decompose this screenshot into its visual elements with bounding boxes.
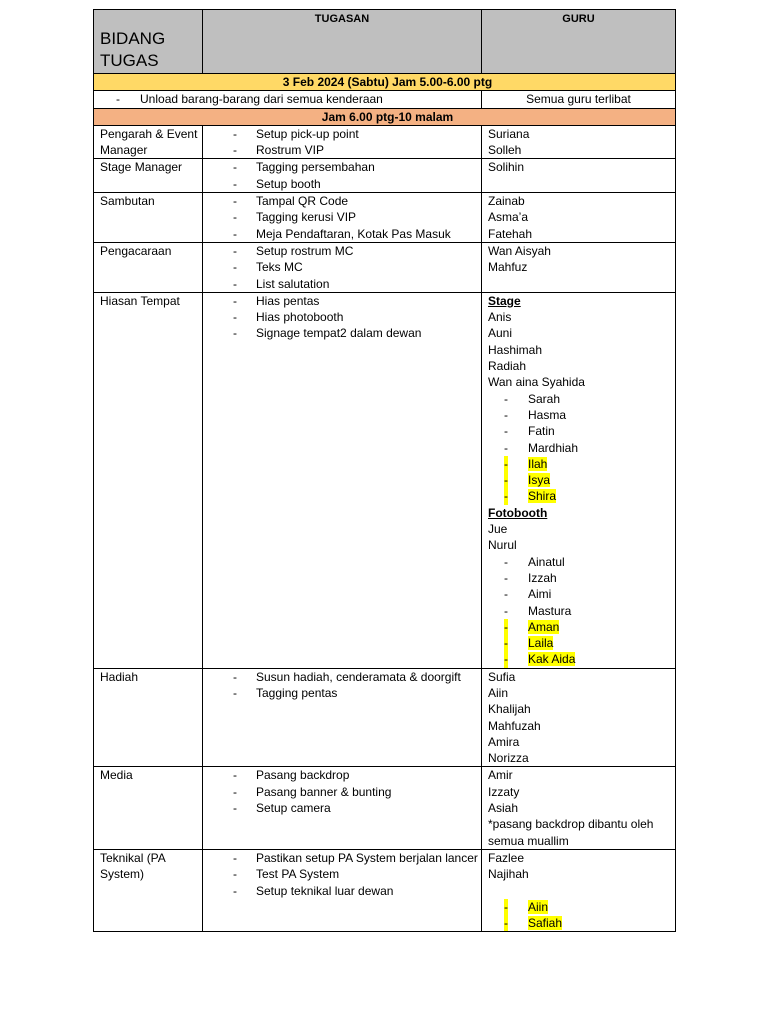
bidang-cell: Stage Manager (94, 159, 203, 193)
task-item (209, 209, 481, 225)
helper-item (488, 554, 675, 570)
bidang-cell: Pengarah & Event Manager (94, 125, 203, 159)
guru-name: Amir (488, 768, 513, 783)
duty-rows (94, 125, 676, 932)
helper-name: Aimi (528, 587, 552, 602)
task-item (209, 276, 481, 292)
dash-mark: - (504, 489, 508, 504)
task-text: Pasang backdrop (256, 768, 350, 783)
helper-item (488, 440, 675, 456)
guru-name: Solleh (488, 143, 522, 158)
guru-name: Wan aina Syahida (488, 375, 585, 390)
session1-row (94, 91, 676, 108)
session1-guru: Semua guru terlibat (482, 91, 676, 108)
helper-name: Fatin (528, 424, 555, 439)
helper-name: Safiah (528, 916, 563, 931)
task-text: Pasang banner & bunting (256, 784, 392, 799)
helper-item (488, 423, 675, 439)
dash-mark: - (504, 587, 508, 602)
session2-title: Jam 6.00 ptg-10 malam (94, 108, 676, 125)
header-bidang: BIDANG TUGAS (94, 10, 203, 74)
helper-item (488, 391, 675, 407)
helper-list-highlighted (488, 619, 675, 668)
duty-row (94, 668, 676, 767)
helper-item (488, 570, 675, 586)
dash-mark: - (233, 143, 237, 158)
dash-mark: - (504, 603, 508, 618)
bidang-cell: Hadiah (94, 668, 203, 767)
task-text: Pastikan setup PA System berjalan lancer (256, 850, 478, 865)
helper-list-highlighted (488, 456, 675, 505)
session2-band (94, 108, 676, 125)
session1-band (94, 74, 676, 91)
task-item (209, 243, 481, 259)
task-text: Setup booth (256, 176, 321, 191)
dash-mark: - (233, 176, 237, 191)
dash-mark: - (233, 293, 237, 308)
dash-mark: - (233, 669, 237, 684)
task-text: List salutation (256, 276, 330, 291)
tugasan-cell (203, 668, 482, 767)
task-text: Meja Pendaftaran, Kotak Pas Masuk (256, 226, 451, 241)
helper-name: Kak Aida (528, 652, 576, 667)
task-text: Signage tempat2 dalam dewan (256, 326, 422, 341)
task-item (209, 800, 481, 816)
dash-mark: - (233, 160, 237, 175)
helper-item (488, 456, 675, 472)
guru-cell (482, 849, 676, 931)
guru-name: Nurul (488, 538, 517, 553)
helper-item (488, 619, 675, 635)
dash-mark: - (233, 326, 237, 341)
document-page (93, 9, 676, 932)
bidang-cell: Hiasan Tempat (94, 292, 203, 668)
duty-row (94, 125, 676, 159)
task-text: Setup teknikal luar dewan (256, 883, 394, 898)
task-text: Rostrum VIP (256, 143, 325, 158)
task-item (209, 142, 481, 158)
task-item (209, 309, 481, 325)
dash-mark: - (504, 424, 508, 439)
task-text: Susun hadiah, cenderamata & doorgift (256, 669, 461, 684)
duty-row (94, 767, 676, 849)
dash-mark: - (233, 243, 237, 258)
guru-name: Mahfuzah (488, 718, 541, 733)
helper-item (488, 651, 675, 667)
dash-mark: - (504, 473, 508, 488)
task-text: Hias pentas (256, 293, 320, 308)
helper-name: Shira (528, 489, 557, 504)
group-heading-fotobooth: Fotobooth (488, 505, 548, 520)
task-text: Tagging persembahan (256, 160, 375, 175)
task-item (209, 669, 481, 685)
task-text: Tagging pentas (256, 685, 338, 700)
task-text: Setup pick-up point (256, 126, 359, 141)
guru-name: Suriana (488, 126, 530, 141)
dash-mark: - (233, 310, 237, 325)
dash-mark: - (504, 554, 508, 569)
dash-mark: - (233, 276, 237, 291)
dash-mark: - (233, 850, 237, 865)
task-item (209, 293, 481, 309)
helper-item (488, 899, 675, 915)
task-text: Setup rostrum MC (256, 243, 354, 258)
session1-task: Unload barang-barang dari semua kenderaan (140, 92, 383, 107)
helper-item (488, 407, 675, 423)
helper-item (488, 635, 675, 651)
bidang-cell: Sambutan (94, 193, 203, 243)
tugasan-cell (203, 242, 482, 292)
dash-mark: - (504, 456, 508, 471)
dash-mark: - (233, 226, 237, 241)
dash-mark: - (233, 210, 237, 225)
dash-mark: - (233, 867, 237, 882)
dash-mark: - (504, 570, 508, 585)
tugasan-cell (203, 849, 482, 931)
guru-cell (482, 242, 676, 292)
duty-row (94, 193, 676, 243)
helper-list-highlighted (488, 899, 675, 932)
task-text: Test PA System (256, 867, 340, 882)
dash-mark: - (504, 652, 508, 667)
helper-name: Isya (528, 473, 551, 488)
group-heading-stage: Stage (488, 293, 521, 308)
bidang-cell: Teknikal (PA System) (94, 849, 203, 931)
task-item (209, 226, 481, 242)
guru-name: Zainab (488, 194, 525, 209)
task-list (209, 126, 481, 159)
guru-name: Fatehah (488, 226, 533, 241)
guru-name: Amira (488, 734, 520, 749)
task-list (209, 767, 481, 816)
helper-name: Aiin (528, 899, 549, 914)
helper-name: Ilah (528, 456, 548, 471)
helper-name: Mardhiah (528, 440, 579, 455)
helper-name: Hasma (528, 407, 567, 422)
header-guru: GURU (482, 10, 676, 74)
helper-name: Sarah (528, 391, 561, 406)
helper-item (488, 603, 675, 619)
helper-name: Mastura (528, 603, 572, 618)
helper-item (488, 472, 675, 488)
dash-mark: - (233, 260, 237, 275)
guru-name: Hashimah (488, 342, 543, 357)
guru-cell (482, 292, 676, 668)
dash-mark: - (504, 636, 508, 651)
task-list (209, 159, 481, 192)
header-row (94, 10, 676, 74)
duty-row (94, 159, 676, 193)
task-text: Hias photobooth (256, 310, 344, 325)
helper-item (488, 915, 675, 931)
dash-mark: - (233, 883, 237, 898)
task-item (209, 193, 481, 209)
guru-name: Wan Aisyah (488, 243, 551, 258)
dash-mark: - (233, 126, 237, 141)
helper-name: Aman (528, 619, 560, 634)
helper-name: Izzah (528, 570, 557, 585)
task-text: Tampal QR Code (256, 194, 349, 209)
guru-name: Najihah (488, 867, 529, 882)
session1-title: 3 Feb 2024 (Sabtu) Jam 5.00-6.00 ptg (94, 74, 676, 91)
guru-name: Anis (488, 310, 512, 325)
dash-mark: - (116, 92, 120, 107)
dash-mark: - (504, 899, 508, 914)
guru-name: Asiah (488, 801, 519, 816)
guru-name: Khalijah (488, 702, 531, 717)
dash-mark: - (233, 801, 237, 816)
dash-mark: - (504, 407, 508, 422)
bidang-cell: Pengacaraan (94, 242, 203, 292)
task-item (209, 767, 481, 783)
duty-row (94, 242, 676, 292)
task-item (209, 159, 481, 175)
task-item (209, 883, 481, 899)
task-item (209, 850, 481, 866)
task-list (209, 669, 481, 702)
guru-cell (482, 767, 676, 849)
duty-roster-table (93, 9, 676, 932)
tugasan-cell (203, 193, 482, 243)
session1-task-cell (94, 91, 482, 108)
guru-name: Mahfuz (488, 260, 528, 275)
task-list (209, 850, 481, 899)
guru-name: Aiin (488, 685, 509, 700)
dash-mark: - (233, 768, 237, 783)
tugasan-cell (203, 767, 482, 849)
guru-name: Asma’a (488, 210, 529, 225)
task-list (209, 293, 481, 342)
dash-mark: - (504, 916, 508, 931)
task-item (209, 126, 481, 142)
dash-mark: - (504, 619, 508, 634)
guru-name: Fazlee (488, 850, 525, 865)
task-item (209, 259, 481, 275)
guru-cell (482, 193, 676, 243)
tugasan-cell (203, 125, 482, 159)
guru-name: Auni (488, 326, 513, 341)
task-item (209, 685, 481, 701)
task-item (209, 784, 481, 800)
helper-list (488, 391, 675, 456)
guru-name: Jue (488, 522, 508, 537)
task-text: Setup camera (256, 801, 331, 816)
guru-name: Radiah (488, 359, 527, 374)
task-text: Teks MC (256, 260, 303, 275)
task-item (209, 176, 481, 192)
task-text: Tagging kerusi VIP (256, 210, 357, 225)
dash-mark: - (504, 440, 508, 455)
header-tugasan: TUGASAN (203, 10, 482, 74)
guru-name: Solihin (488, 160, 525, 175)
guru-name: Sufia (488, 669, 516, 684)
task-item (209, 325, 481, 341)
dash-mark: - (233, 685, 237, 700)
guru-note: *pasang backdrop dibantu oleh semua muallim (488, 817, 654, 848)
guru-name: Izzaty (488, 784, 520, 799)
guru-cell (482, 668, 676, 767)
helper-list (488, 554, 675, 619)
dash-mark: - (504, 391, 508, 406)
task-list (209, 193, 481, 242)
guru-name: Norizza (488, 751, 529, 766)
helper-item (488, 586, 675, 602)
tugasan-cell (203, 292, 482, 668)
task-item (209, 866, 481, 882)
tugasan-cell (203, 159, 482, 193)
guru-cell (482, 159, 676, 193)
task-list (209, 243, 481, 292)
duty-row (94, 849, 676, 931)
guru-cell (482, 125, 676, 159)
helper-name: Ainatul (528, 554, 565, 569)
duty-row (94, 292, 676, 668)
helper-item (488, 488, 675, 504)
helper-name: Laila (528, 636, 554, 651)
bidang-cell: Media (94, 767, 203, 849)
spacer (488, 883, 675, 899)
dash-mark: - (233, 784, 237, 799)
dash-mark: - (233, 194, 237, 209)
